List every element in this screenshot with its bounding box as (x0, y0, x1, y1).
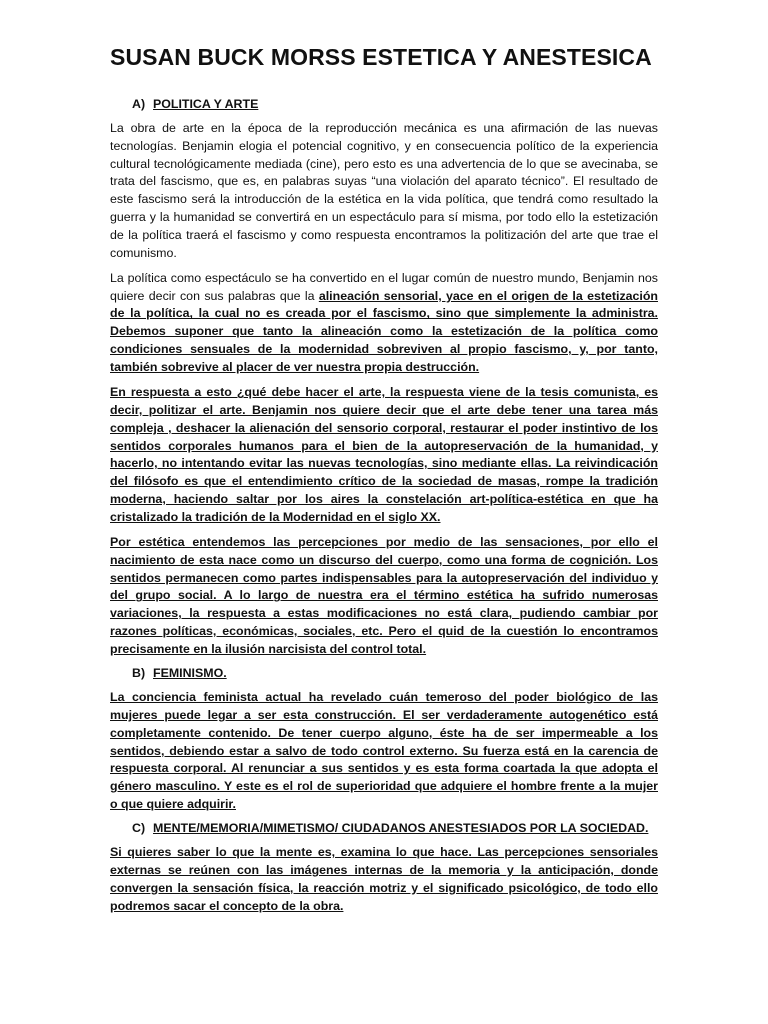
paragraph (110, 270, 658, 377)
section-title: FEMINISMO. (153, 666, 227, 681)
section-letter: A) (132, 97, 146, 111)
emphasized-paragraph: La conciencia feminista actual ha revelado cuán temeroso del poder biológico de las mujeres puede legar a ser esta construcción. El ser verdaderamente autogenético está completamente contenido. De tener cuerpo alguno, éste ha de ser impermeable a los sentidos, debiendo estar a salvo de todo control externo. Su fuerza está en la carencia de respuesta corporal. Al renunciar a sus sentidos y es esta forma coartada la que adopta el género masculino. Y este es el rol de superioridad que adquiere el hombre frente a la mujer o que quiere adquirir. (110, 690, 658, 811)
section-title: POLITICA Y ARTE (153, 97, 259, 111)
paragraph-text: La política como espectáculo se ha convertido en el lugar común de nuestro mundo, Benjamin nos quiere decir con sus palabras que la (110, 270, 658, 303)
emphasized-paragraph: Si quieres saber lo que la mente es, examina lo que hace. Las percepciones sensoriales externas se reúnen con las imágenes internas de la memoria y la anticipación, donde convergen la sensación física, la reacción motriz y el significado psicológico, de todo ello podremos sacar el concepto de la obra. (110, 845, 658, 913)
section-heading-politica-y-arte (132, 97, 658, 111)
paragraph: La obra de arte en la época de la reproducción mecánica es una afirmación de las nuevas tecnologías. Benjamin elogia el potencial cognitivo, y en consecuencia político de la experiencia cultural tecnológicamente mediada (cine), pero esto es una advertencia de lo que se avecinaba, se trata del fascismo, que es, en palabras suyas “una violación del aparato técnico”. El resultado de este fascismo será la introducción de la estética en la vida política, que tendrá como resultado la guerra y la humanidad se convertirá en un espectáculo para sí misma, por todo ello la estetización de la política traerá el fascismo y como respuesta encontramos la politización del arte que trae el comunismo. (110, 121, 658, 260)
emphasized-text: alineación sensorial, yace en el origen de la estetización de la política, la cual no es creada por el fascismo, sino que simplemente la administra. Debemos suponer que tanto la alineación como la estetización de la política como condiciones sensuales de la modernidad sobreviven al propio fascismo, y, por tanto, también sobrevive al placer de ver nuestra propia destrucción. (110, 288, 658, 374)
document-title: SUSAN BUCK MORSS ESTETICA Y ANESTESICA (110, 44, 652, 70)
emphasized-paragraph: Por estética entendemos las percepciones por medio de las sensaciones, por ello el nacimiento de esta nace como un discurso del cuerpo, como una forma de cognición. Los sentidos permanecen como partes indispensables para la autopreservación del individuo y del grupo social. A lo largo de nuestra era el término estética ha sufrido numerosas variaciones, la respuesta a estas modificaciones no está clara, pudiendo cambiar por razones políticas, económicas, sociales, etc. Pero el quid de la cuestión lo encontramos precisamente en la ilusión narcisista del control total. (110, 535, 658, 656)
section-heading-mente-memoria (132, 821, 658, 835)
section-letter: C) (132, 821, 146, 836)
emphasized-paragraph: En respuesta a esto ¿qué debe hacer el arte, la respuesta viene de la tesis comunista, es decir, politizar el arte. Benjamin nos quiere decir que el arte debe tener una tarea más compleja , deshacer la alienación del sensorio corporal, restaurar el poder instintivo de los sentidos corporales humanos para el bien de la autopreservación de la humanidad, y hacerlo, no intentando evitar las nuevas tecnologías, sino mediante ellas. La reivindicación del filósofo es que el entendimiento crítico de la sociedad de masas, rompe la tradición moderna, haciendo saltar por los aires la constelación art-política-estética en que ha cristalizado la tradición de la Modernidad en el siglo XX. (110, 385, 658, 524)
section-title: MENTE/MEMORIA/MIMETISMO/ CIUDADANOS ANESTESIADOS POR LA SOCIEDAD. (153, 821, 649, 836)
section-heading-feminismo (132, 666, 658, 680)
section-letter: B) (132, 666, 146, 681)
